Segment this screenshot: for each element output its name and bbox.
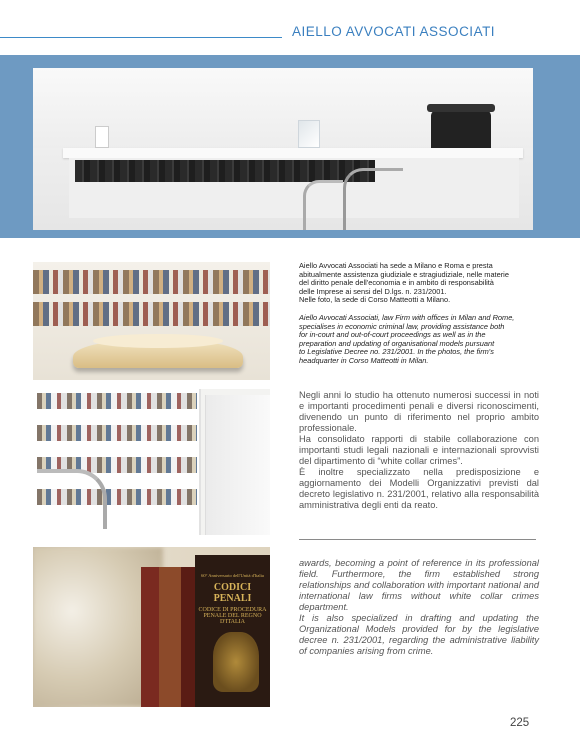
book-cover-text: 60° Anniversario dell'Unità d'Italia	[201, 573, 264, 578]
ornament	[213, 632, 259, 692]
caption-line: headquarter in Corso Matteotti in Milan.	[299, 355, 429, 365]
bookshelf-row	[33, 302, 270, 326]
body-paragraph: È inoltre specializzato nella predisposizione e aggiornamento dei Modelli Organizzativi previsti dal decreto legislativo n. 231/2001, relativo alla responsabilità amministrativa degli enti da reato.	[299, 467, 539, 510]
body-paragraph: It is also specialized in drafting and updating the Organizational Models provided for by the legislative decree n. 231/2001, regarding the administrative liability of companies arising from crime.	[299, 613, 539, 656]
section-divider	[299, 539, 536, 540]
chair	[37, 469, 107, 529]
book-spine	[181, 567, 195, 707]
book-spine	[159, 567, 181, 707]
caption-line: delle Imprese ai sensi del D.lgs. n. 231/2001.	[299, 286, 447, 296]
caption-line: Nelle foto, la sede di Corso Matteotti a Milano.	[299, 295, 451, 305]
bookshelf-row	[37, 425, 197, 441]
desk-books	[75, 160, 375, 182]
hero-office-photo	[33, 68, 533, 230]
typewriter	[431, 110, 491, 150]
glass-award	[298, 120, 320, 148]
book-cover-title: CODICI PENALI	[213, 582, 252, 604]
caption-italian	[299, 262, 539, 305]
page-title: AIELLO AVVOCATI ASSOCIATI	[292, 24, 496, 39]
chair	[303, 180, 343, 230]
caption-line: Aiello Avvocati Associati ha sede a Milano e Roma e presta	[299, 261, 493, 270]
header-rule	[0, 37, 282, 38]
body-paragraph: Ha consolidato rapporti di stabile collaborazione con importanti studi legali nazionali e internazionali sprovvisti del dipartimento di “white collar crimes”.	[299, 434, 539, 466]
photo-bookcase	[33, 389, 270, 535]
caption-line: Aiello Avvocati Associati, law Firm with offices in Milan and Rome,	[299, 313, 515, 322]
photo-codici-penali	[33, 547, 270, 707]
caption-line: to Legislative Decree no. 231/2001. In the photos, the firm's	[299, 347, 494, 357]
caption-line: specialises in economic criminal law, providing assistance both	[299, 321, 505, 331]
book-spine	[141, 567, 159, 707]
pen-cup	[95, 126, 109, 148]
chair	[343, 168, 403, 230]
book-pages	[93, 334, 223, 348]
caption-line: abitualmente assistenza giudiziale e stragiudiziale, nelle materie	[299, 269, 509, 279]
door	[205, 395, 270, 535]
bookshelf-row	[37, 393, 197, 409]
bookshelf-row	[33, 270, 270, 294]
caption-english	[299, 314, 539, 366]
book-cover-subtitle: CODICE DI PROCEDURA PENALE DEL REGNO D'ITALIA	[198, 607, 267, 625]
caption-line: preparation and updating of organisational models pursuant	[299, 338, 495, 348]
desk-top	[63, 148, 523, 158]
photo-open-book	[33, 262, 270, 380]
body-english	[299, 558, 539, 657]
caption-line: for in-court and out-of-court proceedings as well as in the	[299, 330, 486, 340]
page-number: 225	[510, 717, 530, 729]
body-paragraph: Negli anni lo studio ha ottenuto numerosi successi in noti e importanti procedimenti penali e diversi riconoscimenti, divenendo un punto di riferimento nel proprio ambito professionale.	[299, 390, 539, 433]
body-italian	[299, 390, 539, 511]
body-paragraph: awards, becoming a point of reference in its professional field. Furthermore, the firm established strong relationships and collaboration with important national and international law firms without white collar crimes department.	[299, 558, 539, 612]
caption-line: del diritto penale dell'economia e in ambito di responsabilità	[299, 278, 494, 288]
